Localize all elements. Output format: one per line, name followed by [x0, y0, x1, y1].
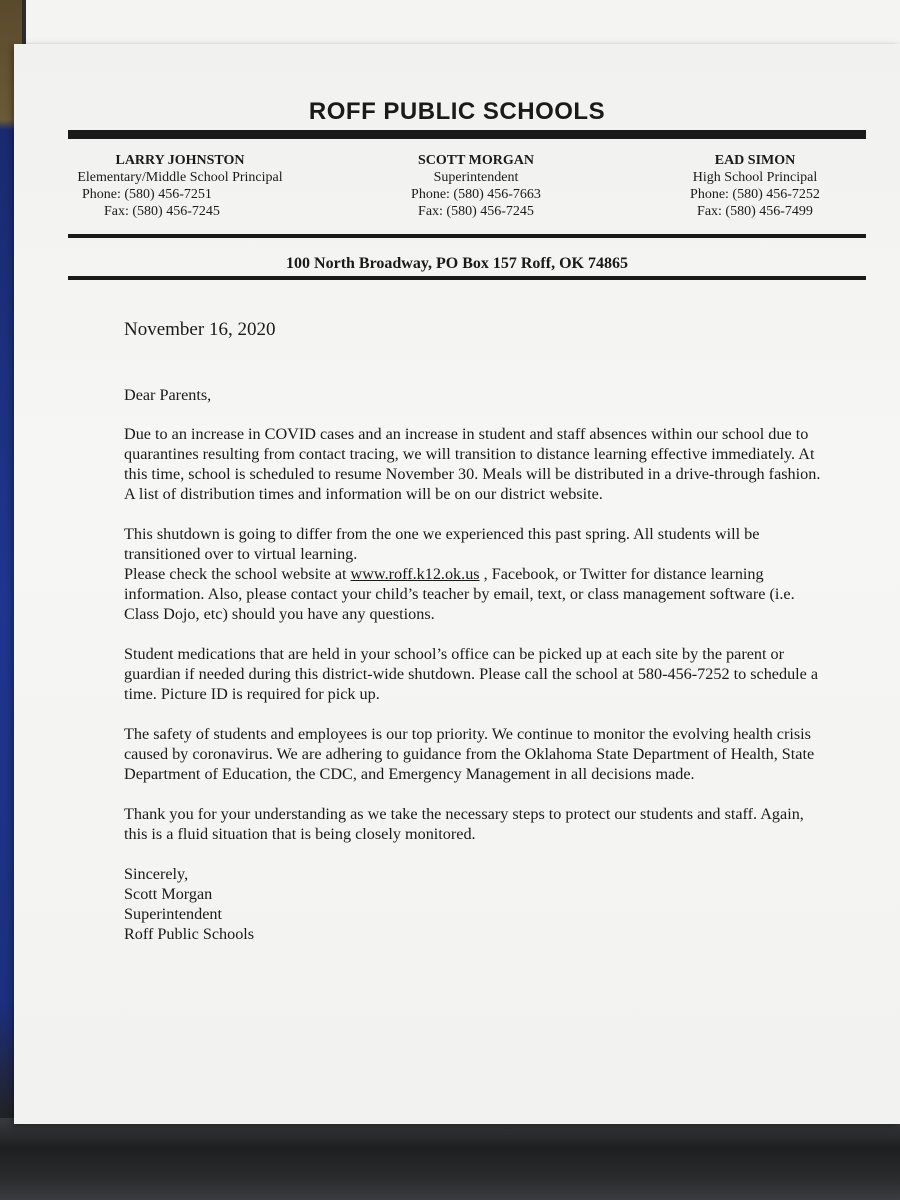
paragraph-4: Student medications that are held in your school’s office can be picked up at each site by the parent or guardian if needed during this district-wide shutdown. Please call the school at 580-456-7252 to schedule a time. Picture ID is required for pick up.: [124, 645, 819, 703]
paragraph-3-start: Please check the school website at: [124, 565, 351, 583]
paragraph-1: Due to an increase in COVID cases and an increase in student and staff absences within our school due to quarantines resulting from contact tracing, we will transition to distance learning effective immediately. At this time, school is scheduled to resume November 30. Meals will be distributed in a drive-through fashion. A list of distribution times and information will be on our district website.: [124, 425, 821, 503]
staff-right: [640, 152, 870, 220]
staff-right-fax: Fax: (580) 456-7499: [697, 204, 813, 219]
header-rule-bottom: [68, 276, 866, 280]
staff-center-title: Superintendent: [433, 170, 519, 185]
signer-org: Roff Public Schools: [124, 925, 255, 943]
staff-left-name: LARRY JOHNSTON: [115, 153, 245, 168]
paragraph-3-end: , Facebook, or Twitter for distance learning information. Also, please contact your child’s teacher by email, text, or class management software (i.e. Class Dojo, etc) should you have any questions.: [124, 565, 795, 623]
letter-date: November 16, 2020: [124, 319, 276, 340]
staff-center-phone: Phone: (580) 456-7663: [411, 187, 541, 202]
paragraph-3: [124, 564, 824, 624]
district-website-link: www.roff.k12.ok.us: [350, 565, 480, 583]
letter-page: [14, 44, 900, 1124]
header-rule-top: [68, 130, 866, 139]
school-address: 100 North Broadway, PO Box 157 Roff, OK 74865: [286, 255, 628, 272]
signer-title: Superintendent: [124, 905, 223, 923]
header-rule-middle: [68, 234, 866, 238]
letter-body: [124, 320, 824, 944]
staff-left: [70, 152, 290, 220]
paragraph-2: This shutdown is going to differ from the one we experienced this past spring. All students will be transitioned over to virtual learning.: [124, 525, 760, 563]
closing: Sincerely,: [124, 865, 189, 883]
paragraph-6: Thank you for your understanding as we take the necessary steps to protect our students and staff. Again, this is a fluid situation that is being closely monitored.: [124, 805, 804, 843]
background-desk: [0, 1118, 900, 1200]
staff-center: [346, 152, 606, 220]
staff-left-title: Elementary/Middle School Principal: [77, 170, 283, 185]
letter-content: [14, 44, 900, 1124]
salutation: Dear Parents,: [124, 386, 212, 404]
staff-center-fax: Fax: (580) 456-7245: [418, 204, 534, 219]
school-name: ROFF PUBLIC SCHOOLS: [308, 98, 606, 125]
staff-right-name: EAD SIMON: [714, 153, 796, 168]
paragraph-5: The safety of students and employees is our top priority. We continue to monitor the evolving health crisis caused by coronavirus. We are adhering to guidance from the Oklahoma State Department of Health, State Department of Education, the CDC, and Emergency Management in all decisions made.: [124, 725, 815, 783]
staff-left-fax: Fax: (580) 456-7245: [104, 204, 220, 219]
signer-name: Scott Morgan: [124, 885, 213, 903]
staff-right-phone: Phone: (580) 456-7252: [690, 187, 820, 202]
staff-right-title: High School Principal: [692, 170, 818, 185]
staff-left-phone: Phone: (580) 456-7251: [82, 187, 212, 202]
staff-center-name: SCOTT MORGAN: [417, 153, 535, 168]
